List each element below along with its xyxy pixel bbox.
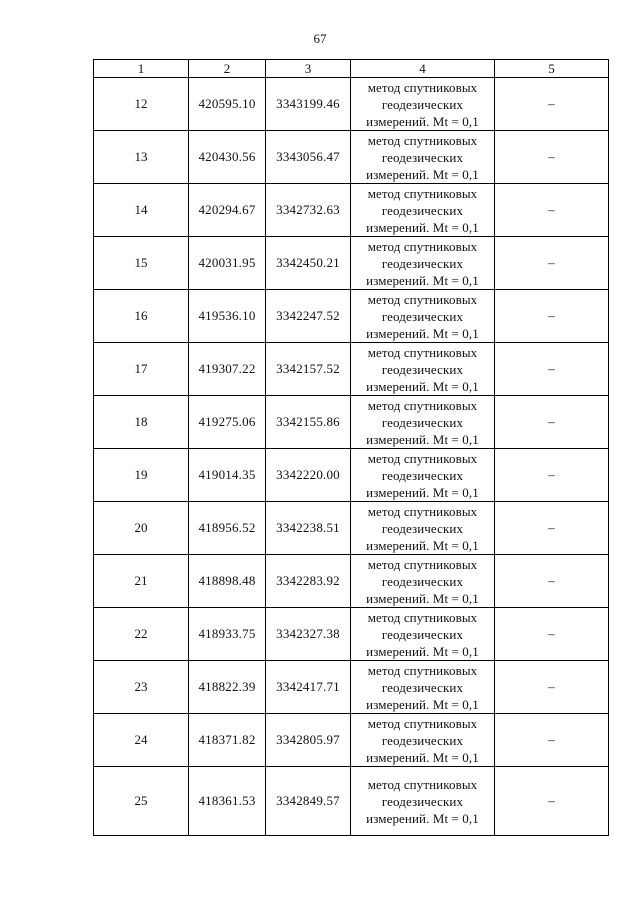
point-number: 23 <box>94 661 189 714</box>
method-line-2: геодезических <box>381 520 464 536</box>
coordinate-y: 3342220.00 <box>266 449 351 502</box>
coordinate-x: 419275.06 <box>189 396 266 449</box>
table-row <box>94 661 609 714</box>
table-row <box>94 290 609 343</box>
method-line-2: геодезических <box>381 467 464 483</box>
note: – <box>495 343 609 396</box>
point-number: 17 <box>94 343 189 396</box>
note: – <box>495 449 609 502</box>
method-description <box>351 661 495 714</box>
method-line-1: метод спутниковых <box>367 291 478 307</box>
note: – <box>495 78 609 131</box>
method-line-1: метод спутниковых <box>367 238 478 254</box>
coordinate-x: 420294.67 <box>189 184 266 237</box>
note: – <box>495 502 609 555</box>
note: – <box>495 396 609 449</box>
method-line-2: геодезических <box>381 96 464 112</box>
method-description <box>351 714 495 767</box>
point-number: 21 <box>94 555 189 608</box>
method-description <box>351 78 495 131</box>
coordinate-x: 419014.35 <box>189 449 266 502</box>
table-row <box>94 184 609 237</box>
note: – <box>495 290 609 343</box>
method-line-1: метод спутниковых <box>367 609 478 625</box>
method-line-2: геодезических <box>381 149 464 165</box>
method-line-2: геодезических <box>381 202 464 218</box>
method-line-3: измерений. Mt = 0,1 <box>366 590 479 606</box>
coordinate-x: 418898.48 <box>189 555 266 608</box>
point-number: 22 <box>94 608 189 661</box>
method-line-3: измерений. Mt = 0,1 <box>366 378 479 394</box>
method-description <box>351 237 495 290</box>
header-col-5: 5 <box>495 60 609 78</box>
note: – <box>495 661 609 714</box>
method-line-2: геодезических <box>381 308 464 324</box>
method-line-3: измерений. Mt = 0,1 <box>366 113 479 129</box>
method-line-2: геодезических <box>381 361 464 377</box>
method-description <box>351 767 495 836</box>
coordinate-y: 3343056.47 <box>266 131 351 184</box>
note: – <box>495 608 609 661</box>
coordinate-y: 3342732.63 <box>266 184 351 237</box>
point-number: 25 <box>94 767 189 836</box>
method-line-3: измерений. Mt = 0,1 <box>366 537 479 553</box>
method-line-2: геодезических <box>381 793 464 809</box>
coordinate-y: 3342283.92 <box>266 555 351 608</box>
method-line-1: метод спутниковых <box>367 185 478 201</box>
coordinate-x: 419536.10 <box>189 290 266 343</box>
table-row <box>94 608 609 661</box>
table-row <box>94 343 609 396</box>
method-line-2: геодезических <box>381 255 464 271</box>
page-number: 67 <box>313 31 327 46</box>
table-row <box>94 502 609 555</box>
coordinate-x: 418361.53 <box>189 767 266 836</box>
method-description <box>351 449 495 502</box>
coordinate-y: 3342450.21 <box>266 237 351 290</box>
table-row <box>94 449 609 502</box>
method-line-2: геодезических <box>381 732 464 748</box>
note: – <box>495 555 609 608</box>
coordinate-x: 418933.75 <box>189 608 266 661</box>
method-line-2: геодезических <box>381 414 464 430</box>
note: – <box>495 714 609 767</box>
coordinate-y: 3342805.97 <box>266 714 351 767</box>
method-description <box>351 184 495 237</box>
method-line-3: измерений. Mt = 0,1 <box>366 643 479 659</box>
method-line-3: измерений. Mt = 0,1 <box>366 166 479 182</box>
method-line-2: геодезических <box>381 679 464 695</box>
coordinate-x: 419307.22 <box>189 343 266 396</box>
note: – <box>495 237 609 290</box>
coordinate-y: 3342238.51 <box>266 502 351 555</box>
method-line-2: геодезических <box>381 626 464 642</box>
table-row <box>94 237 609 290</box>
method-line-1: метод спутниковых <box>367 556 478 572</box>
note: – <box>495 131 609 184</box>
method-line-3: измерений. Mt = 0,1 <box>366 810 479 826</box>
method-line-3: измерений. Mt = 0,1 <box>366 219 479 235</box>
header-col-1: 1 <box>94 60 189 78</box>
coordinate-y: 3342327.38 <box>266 608 351 661</box>
table-row <box>94 555 609 608</box>
point-number: 14 <box>94 184 189 237</box>
header-col-4: 4 <box>351 60 495 78</box>
point-number: 19 <box>94 449 189 502</box>
method-line-3: измерений. Mt = 0,1 <box>366 325 479 341</box>
method-line-1: метод спутниковых <box>367 450 478 466</box>
method-description <box>351 290 495 343</box>
note: – <box>495 184 609 237</box>
coordinate-y: 3343199.46 <box>266 78 351 131</box>
coordinate-x: 420031.95 <box>189 237 266 290</box>
method-line-1: метод спутниковых <box>367 715 478 731</box>
coordinate-x: 420430.56 <box>189 131 266 184</box>
header-col-2: 2 <box>189 60 266 78</box>
method-description <box>351 343 495 396</box>
method-description <box>351 502 495 555</box>
method-line-3: измерений. Mt = 0,1 <box>366 272 479 288</box>
method-line-2: геодезических <box>381 573 464 589</box>
point-number: 12 <box>94 78 189 131</box>
method-line-3: измерений. Mt = 0,1 <box>366 749 479 765</box>
header-row <box>94 60 609 78</box>
point-number: 20 <box>94 502 189 555</box>
method-line-3: измерений. Mt = 0,1 <box>366 696 479 712</box>
coordinate-y: 3342247.52 <box>266 290 351 343</box>
method-line-1: метод спутниковых <box>367 132 478 148</box>
method-line-1: метод спутниковых <box>367 79 478 95</box>
coordinates-table <box>93 59 609 836</box>
point-number: 13 <box>94 131 189 184</box>
method-line-3: измерений. Mt = 0,1 <box>366 484 479 500</box>
coordinate-x: 420595.10 <box>189 78 266 131</box>
coordinate-y: 3342417.71 <box>266 661 351 714</box>
coordinate-y: 3342849.57 <box>266 767 351 836</box>
point-number: 16 <box>94 290 189 343</box>
method-line-1: метод спутниковых <box>367 776 478 792</box>
method-line-1: метод спутниковых <box>367 662 478 678</box>
method-description <box>351 555 495 608</box>
coordinate-x: 418371.82 <box>189 714 266 767</box>
coordinate-x: 418956.52 <box>189 502 266 555</box>
point-number: 24 <box>94 714 189 767</box>
coordinate-y: 3342157.52 <box>266 343 351 396</box>
method-line-1: метод спутниковых <box>367 397 478 413</box>
note: – <box>495 767 609 836</box>
method-description <box>351 608 495 661</box>
table-row <box>94 714 609 767</box>
coordinate-x: 418822.39 <box>189 661 266 714</box>
coordinate-y: 3342155.86 <box>266 396 351 449</box>
method-description <box>351 396 495 449</box>
table-row <box>94 131 609 184</box>
table-row <box>94 78 609 131</box>
header-col-3: 3 <box>266 60 351 78</box>
method-line-3: измерений. Mt = 0,1 <box>366 431 479 447</box>
method-line-1: метод спутниковых <box>367 503 478 519</box>
table-row <box>94 396 609 449</box>
point-number: 18 <box>94 396 189 449</box>
point-number: 15 <box>94 237 189 290</box>
table-row <box>94 767 609 836</box>
method-line-1: метод спутниковых <box>367 344 478 360</box>
method-description <box>351 131 495 184</box>
